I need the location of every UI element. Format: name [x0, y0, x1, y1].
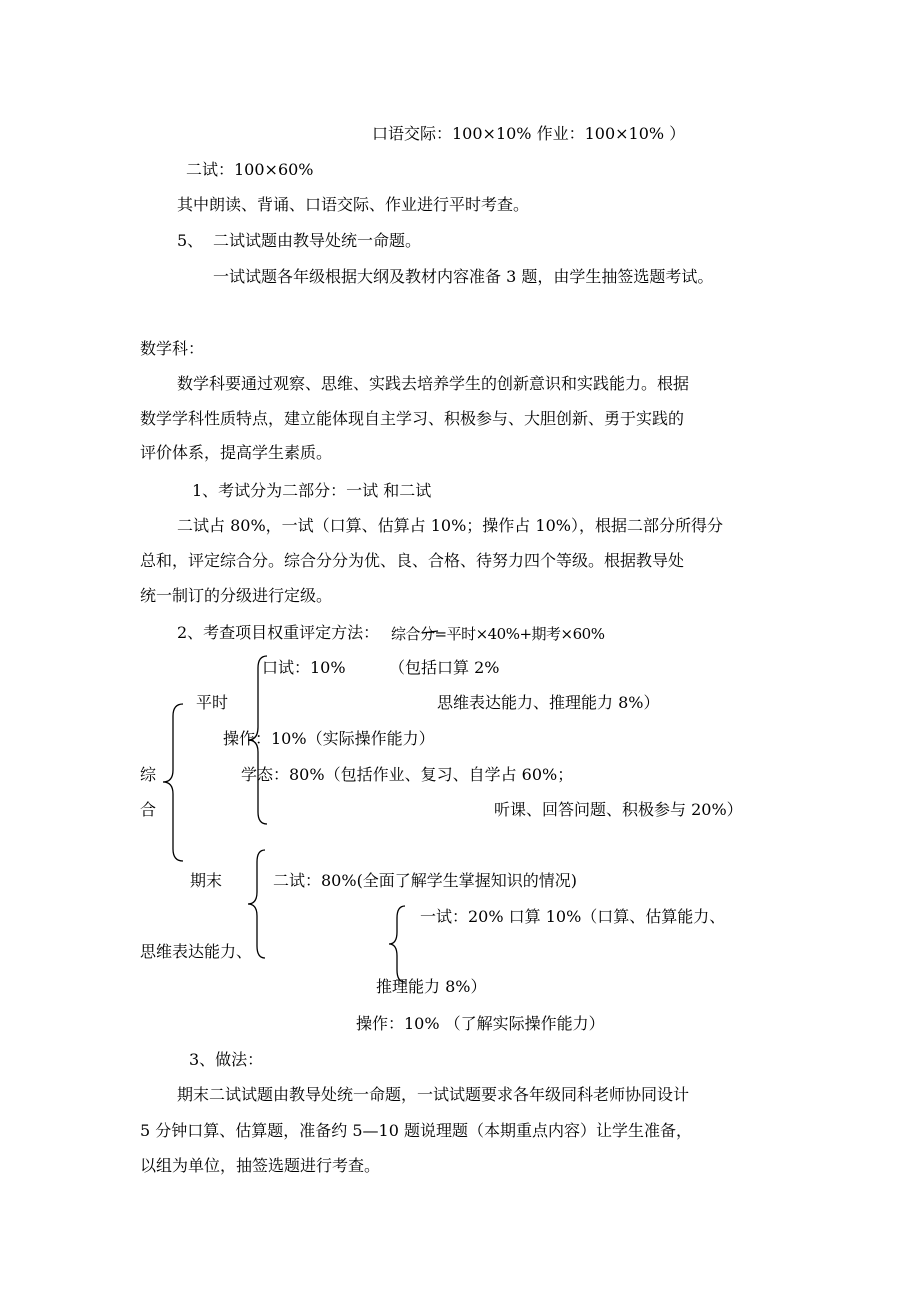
math-para-1-line-1: 数学科要通过观察、思维、实践去培养学生的创新意识和实践能力。根据 [177, 374, 690, 393]
item-3: 3、做法： [189, 1050, 264, 1069]
second-test-weight: 二试：100×60% [186, 160, 314, 179]
diagram-regular: 平时 [196, 693, 229, 712]
item-5-text: 二试试题由教导处统一命题。 [213, 231, 422, 250]
method-para-line-1: 期末二试试题由教导处统一命题，一试试题要求各年级同科老师协同设计 [177, 1085, 690, 1104]
diagram-learning-attitude: 学态：80%（包括作业、复习、自学占 60%； [241, 765, 574, 784]
item-2-formula: 综合分=平时×40%+期考×60% [391, 625, 605, 643]
brace-first-test [389, 906, 405, 982]
diagram-comprehensive-char-2: 合 [140, 800, 157, 819]
diagram-final-exam: 期末 [190, 871, 223, 890]
math-para-2-line-1: 二试占 80%，一试（口算、估算占 10%；操作占 10%），根据二部分所得分 [177, 516, 723, 535]
method-para-line-3: 以组为单位，抽签选题进行考查。 [140, 1156, 381, 1175]
item-1: 1、考试分为二部分：一试 和二试 [192, 481, 432, 500]
math-heading: 数学科： [140, 339, 205, 358]
first-test-description: 一试试题各年级根据大纲及教材内容准备 3 题，由学生抽签选题考试。 [213, 267, 714, 286]
diagram-first-test: 一试：20% 口算 10%（口算、估算能力、 [420, 907, 726, 926]
oral-homework-weights: 口语交际：100×10% 作业：100×10% ） [372, 124, 686, 143]
item-5-number: 5、 [177, 231, 204, 250]
diagram-operation-final: 操作：10% （了解实际操作能力） [356, 1014, 605, 1033]
diagram-comprehensive-char-1: 综 [140, 765, 157, 784]
formula-strike [422, 631, 438, 633]
diagram-oral-test: 口试：10% [262, 658, 346, 677]
brace-regular [248, 656, 267, 824]
diagram-reasoning-ability: 推理能力 8%） [376, 977, 487, 996]
diagram-second-test: 二试：80%(全面了解学生掌握知识的情况) [273, 871, 578, 890]
diagram-thinking-reasoning: 思维表达能力、推理能力 8%） [437, 693, 660, 712]
math-para-2-line-3: 统一制订的分级进行定级。 [140, 586, 333, 605]
diagram-thinking-ability: 思维表达能力、 [140, 942, 253, 961]
diagram-oral-test-detail: （包括口算 2% [389, 658, 500, 677]
brace-comprehensive [163, 704, 183, 861]
diagram-class-participation: 听课、回答问题、积极参与 20%） [494, 800, 743, 819]
math-para-1-line-2: 数学学科性质特点，建立能体现自主学习、积极参与、大胆创新、勇于实践的 [140, 409, 685, 428]
method-para-line-2: 5 分钟口算、估算题，准备约 5—10 题说理题（本期重点内容）让学生准备， [140, 1121, 692, 1140]
item-2-label: 2、考查项目权重评定方法： [177, 623, 380, 642]
diagram-operation: 操作：10%（实际操作能力） [223, 729, 435, 748]
math-para-1-line-3: 评价体系，提高学生素质。 [140, 443, 333, 462]
regular-assessment-note: 其中朗读、背诵、口语交际、作业进行平时考查。 [177, 195, 530, 214]
brace-final [248, 850, 265, 958]
math-para-2-line-2: 总和，评定综合分。综合分分为优、良、合格、待努力四个等级。根据教导处 [140, 551, 685, 570]
